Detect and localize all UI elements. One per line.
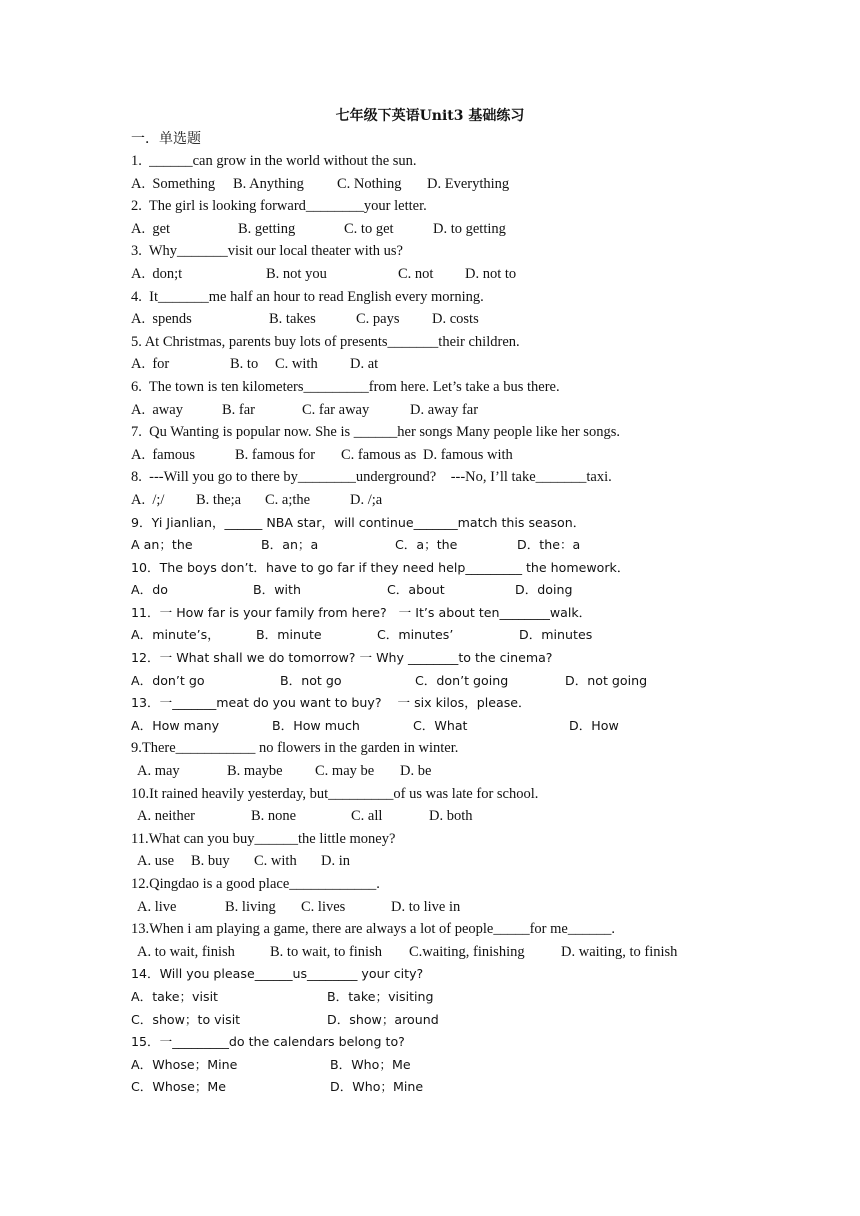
answer-option: B. getting (238, 220, 296, 237)
answer-option: B. far (222, 401, 256, 418)
answer-option: A. /;/ (131, 491, 165, 508)
answer-option: C．about (387, 582, 445, 598)
options-row (131, 1010, 831, 1033)
question-stem: 10．The boys don’t．have to go far if they need help_________ the homework． (131, 559, 630, 575)
question-stem: 12．一 What shall we do tomorrow? 一 Why ________to the cinema? (131, 650, 553, 666)
question-stem: 12.Qingdao is a good place____________. (131, 876, 380, 892)
answer-option: A. Something (131, 175, 216, 192)
answer-option: C. lives (301, 898, 346, 915)
answer-option: B. takes (269, 311, 316, 328)
answer-option: B. to (230, 356, 259, 373)
options-row (131, 445, 831, 468)
answer-option: A. to wait, finish (137, 943, 235, 960)
answer-option: C．show；to visit (131, 1011, 241, 1027)
answer-option: C. pays (356, 311, 400, 328)
answer-option: D．show；around (327, 1011, 439, 1027)
answer-option: A．don’t go (131, 672, 205, 688)
answer-option: C．a；the (395, 537, 458, 553)
answer-option: B．take；visiting (327, 988, 434, 1004)
answer-option: A. use (137, 853, 175, 870)
answer-option: B. the;a (196, 491, 242, 508)
options-row (131, 625, 831, 648)
answer-option: A. live (137, 898, 177, 915)
options-row (131, 761, 831, 784)
question-list (131, 151, 831, 1100)
answer-option: B．not go (280, 672, 342, 688)
answer-option: B. famous for (235, 446, 316, 463)
answer-option: B. living (225, 898, 276, 915)
question-stem: 9.There___________ no flowers in the garden in winter. (131, 740, 459, 757)
question-stem: 11.What can you buy______the little money? (131, 830, 396, 847)
question-stem: 2. The girl is looking forward________your letter. (131, 198, 427, 215)
question-stem: 8. ---Will you go to there by________underground? ---No, I’ll take_______taxi. (131, 469, 612, 486)
options-row (131, 987, 831, 1010)
options-row (131, 580, 831, 603)
options-row (131, 354, 831, 377)
question-stem: 5. At Christmas, parents buy lots of presents_______their children. (131, 333, 520, 350)
page-title: 七年级下英语Unit3 基础练习 (335, 108, 525, 124)
answer-option: D. in (321, 853, 350, 870)
question-stem: 6. The town is ten kilometers_________from here. Let’s take a bus there. (131, 378, 560, 395)
question-stem: 4. It_______me half an hour to read English every morning. (131, 288, 484, 305)
answer-option: C. with (254, 853, 297, 870)
question-stem: 14．Will you please______us________ your city? (131, 966, 424, 982)
answer-option: B．with (253, 582, 301, 598)
options-row (131, 174, 831, 197)
options-row (131, 1077, 831, 1100)
answer-option: A．How many (131, 717, 220, 733)
answer-option: A. don;t (131, 265, 183, 282)
answer-option: D. waiting, to finish (561, 943, 678, 960)
options-row (131, 219, 831, 242)
answer-option: A. famous (131, 446, 196, 463)
answer-option: D．minutes (519, 627, 593, 643)
answer-option: D. at (350, 356, 379, 373)
answer-option: B. buy (191, 853, 230, 870)
question-stem: 3. Why_______visit our local theater with us? (131, 243, 403, 260)
answer-option: D. away far (410, 401, 479, 418)
answer-option: A．do (131, 582, 168, 598)
answer-option: B．an；a (261, 537, 319, 553)
answer-option: D. not to (465, 265, 517, 282)
question-stem: 10.It rained heavily yesterday, but_________of us was late for school. (131, 785, 539, 802)
answer-option: D. Everything (427, 175, 510, 192)
answer-option: B. to wait, to finish (270, 943, 382, 960)
question-stem: 13.When i am playing a game, there are always a lot of people_____for me______. (131, 921, 615, 938)
options-row (131, 851, 831, 874)
question-stem: 1. ______can grow in the world without the sun. (131, 153, 417, 169)
answer-option: A an；the (131, 537, 193, 553)
answer-option: D．doing (515, 582, 573, 598)
answer-option: D. to live in (391, 898, 461, 915)
answer-option: A．take；visit (131, 988, 218, 1004)
answer-option: A. spends (131, 311, 192, 328)
answer-option: A．minute’s， (131, 627, 220, 643)
answer-option: C. may be (315, 763, 375, 780)
options-row (131, 309, 831, 332)
answer-option: C．What (413, 717, 468, 733)
options-row (131, 264, 831, 287)
options-row (131, 716, 831, 739)
answer-option: C．don’t going (415, 672, 509, 688)
answer-option: B. not you (266, 265, 327, 282)
answer-option: C．minutes’ (377, 627, 454, 643)
answer-option: B．How much (272, 717, 360, 733)
answer-option: D. /;a (350, 491, 383, 508)
answer-option: C. with (275, 356, 318, 373)
answer-option: A．Whose；Mine (131, 1056, 238, 1072)
options-row (131, 671, 831, 694)
answer-option: B. none (251, 808, 297, 825)
section-heading: 一．单选题 (131, 131, 201, 147)
answer-option: A. get (131, 220, 171, 237)
answer-option: D．How (569, 717, 619, 733)
answer-option: D. be (400, 763, 432, 780)
options-row (131, 400, 831, 423)
options-row (131, 806, 831, 829)
answer-option: B. Anything (233, 175, 304, 192)
answer-option: C. to get (344, 220, 394, 237)
answer-option: A. neither (137, 808, 195, 825)
answer-option: A. for (131, 356, 170, 373)
answer-option: D. costs (432, 311, 479, 328)
answer-option: B．Who；Me (330, 1056, 411, 1072)
answer-option: C.waiting, finishing (409, 943, 525, 960)
options-row (131, 1055, 831, 1078)
answer-option: C. far away (302, 401, 370, 418)
answer-option: D. both (429, 808, 473, 825)
question-stem: 11．一 How far is your family from here? 一 It’s about ten________walk． (131, 604, 592, 620)
answer-option: D. famous with (423, 446, 513, 463)
options-row (131, 897, 831, 920)
answer-option: D．Who；Mine (330, 1079, 424, 1095)
answer-option: D．the：a (517, 537, 581, 553)
answer-option: C. all (351, 808, 383, 825)
answer-option: B．minute (256, 627, 322, 643)
question-stem: 9．Yi Jianlian，______ NBA star，will continue_______match this season． (131, 514, 586, 530)
answer-option: B. maybe (227, 763, 283, 780)
options-row (131, 942, 831, 965)
answer-option: C. a;the (265, 491, 311, 508)
answer-option: C．Whose；Me (131, 1079, 227, 1095)
question-stem: 13．一_______meat do you want to buy? 一 six kilos，please． (131, 695, 531, 711)
question-stem: 7. Qu Wanting is popular now. She is ______her songs Many people like her songs. (131, 424, 620, 441)
answer-option: C. Nothing (337, 175, 402, 192)
answer-option: C. not (398, 265, 434, 282)
answer-option: D. to getting (433, 220, 506, 237)
options-row (131, 490, 831, 513)
question-stem: 15．一_________do the calendars belong to? (131, 1034, 405, 1050)
answer-option: A. may (137, 763, 180, 780)
answer-option: A. away (131, 401, 183, 418)
answer-option: C. famous as (341, 446, 417, 463)
options-row (131, 535, 831, 558)
answer-option: D．not going (565, 672, 648, 688)
